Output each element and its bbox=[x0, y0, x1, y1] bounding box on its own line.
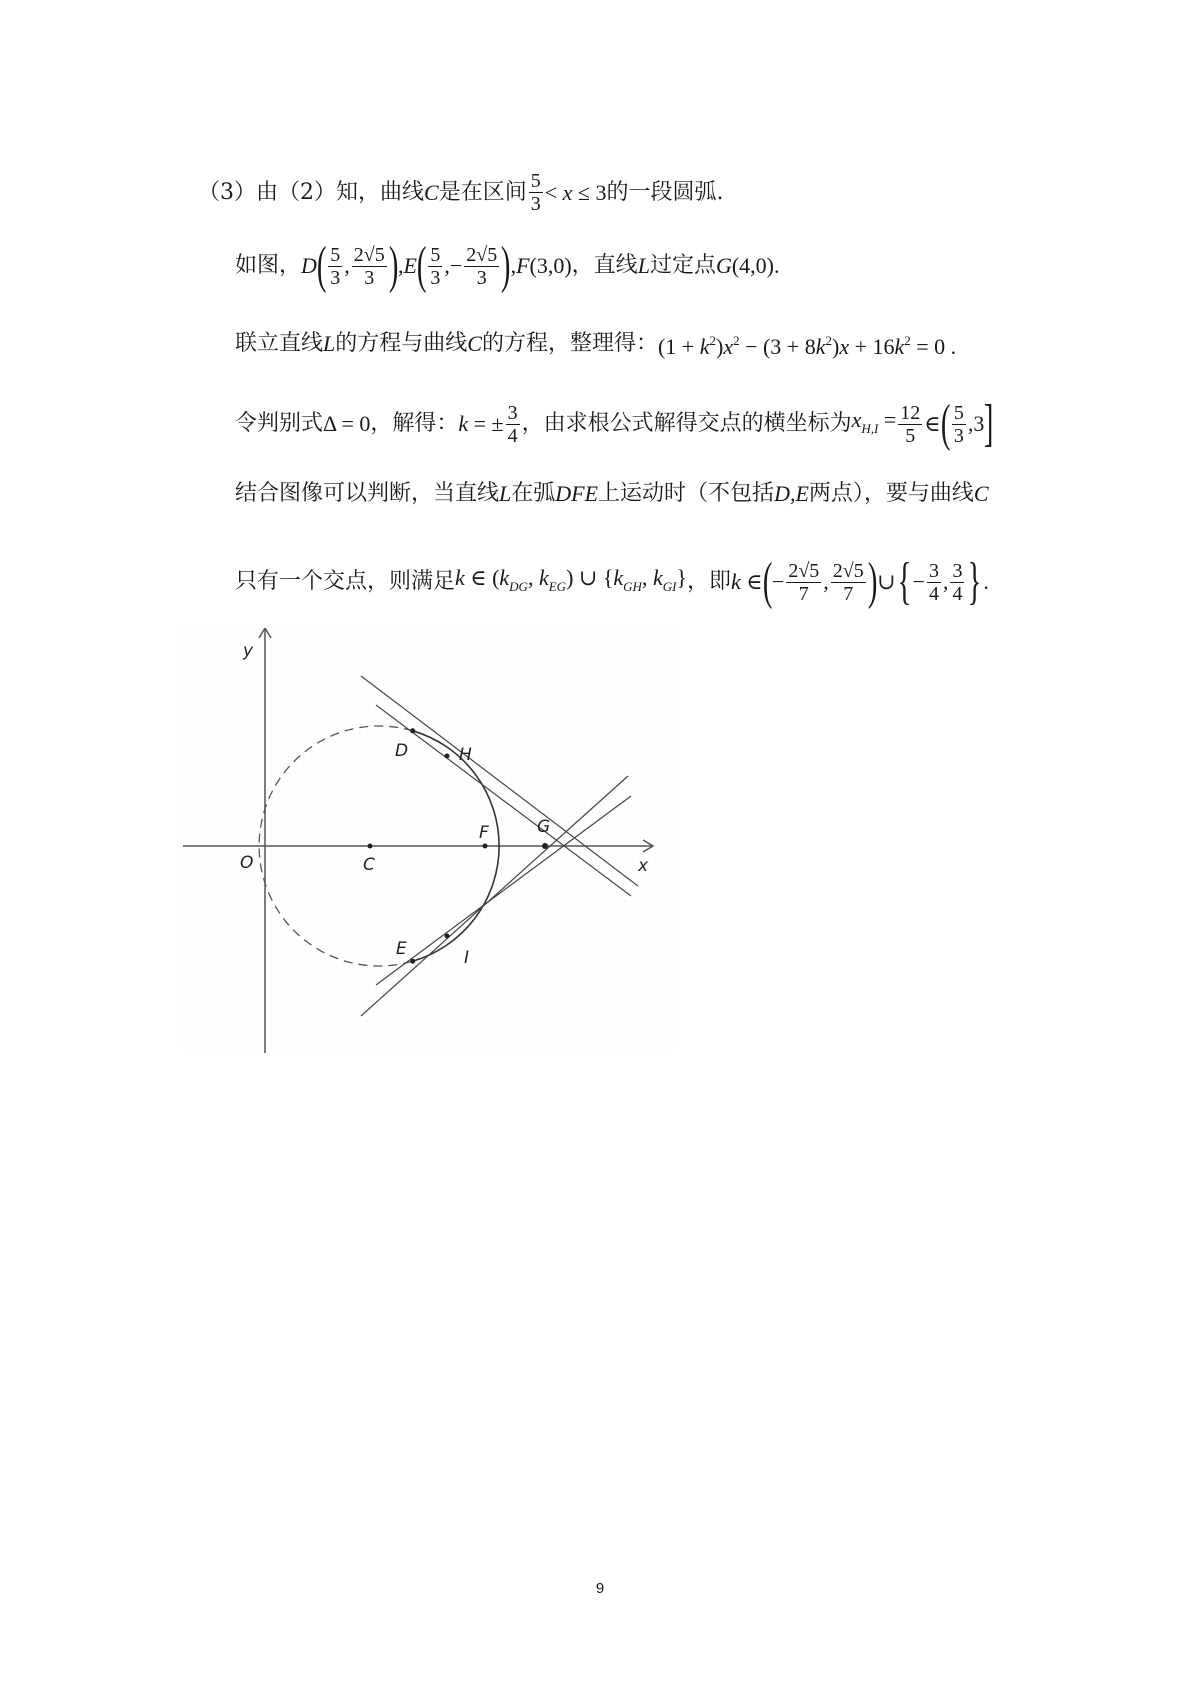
label-x: x bbox=[638, 856, 649, 876]
frac: $\frac{3}{4}$ bbox=[507, 401, 518, 447]
solution-line-6: 只有一个交点，则满足 k ∈ ($k_{DG}$, $k_{EG}$) ∪ {$k_{GH}$, $k_{GI}$} ，即 k ∈ ( − $\frac{2√5}{7}$ , $\frac{2√5}{7}$ ) ∪ { − $\frac{3}{4}$ , $\frac{3}{4}$ } . bbox=[235, 553, 989, 610]
text: 只有一个交点，则满足 bbox=[235, 569, 456, 594]
text: ，直线 bbox=[571, 253, 638, 278]
text: 上运动时（不包括 bbox=[598, 481, 775, 506]
text: 如图， bbox=[235, 253, 302, 278]
frac: $\frac{3}{4}$ bbox=[952, 559, 963, 605]
circle-tangent-figure bbox=[183, 628, 673, 1053]
frac: $\frac{2√5}{7}$ bbox=[788, 559, 820, 605]
grid-background bbox=[183, 628, 673, 1053]
frac-5-3: $\frac{5}{3}$ bbox=[530, 170, 541, 215]
label-E: E bbox=[396, 939, 407, 959]
text: （3）由（2）知，曲线 bbox=[198, 179, 424, 205]
label-y: y bbox=[243, 641, 254, 661]
page-number: 9 bbox=[595, 1580, 605, 1597]
math-interval: < x ≤ 3 bbox=[544, 179, 607, 205]
frac: $\frac{5}{3}$ bbox=[330, 243, 341, 289]
point-I bbox=[445, 934, 450, 939]
frac: $\frac{12}{5}$ bbox=[900, 401, 921, 447]
point-G bbox=[542, 843, 548, 849]
solution-line-1 bbox=[198, 170, 723, 215]
text: 结合图像可以判断，当直线 bbox=[235, 481, 500, 506]
math-D: D bbox=[301, 253, 317, 278]
text: 令判别式 bbox=[235, 411, 324, 436]
text: 两点），要与曲线 bbox=[808, 481, 974, 506]
label-G: G bbox=[537, 817, 551, 837]
solution-line-2: 如图， D ( $\frac{5}{3}$ , $\frac{2√5}{3}$ ) , E ( $\frac{5}{3}$ ,− $\frac{2√5}{3}$ ) , F (3,0) ，直线 L 过定点 G (4,0). bbox=[235, 237, 780, 294]
point-D bbox=[410, 728, 415, 733]
text: ，即 bbox=[686, 569, 731, 594]
point-H bbox=[445, 754, 450, 759]
label-C: C bbox=[363, 855, 375, 875]
frac: $\frac{5}{3}$ bbox=[430, 243, 441, 289]
text: 在弧 bbox=[511, 481, 556, 506]
solution-line-3: 联立直线 L 的方程与曲线 C 的方程，整理得： $(1 + k^2)x^2 - (3 + 8k^2)x + 16k^2 = 0$ . bbox=[235, 326, 956, 362]
text: 的方程，整理得： bbox=[481, 331, 658, 356]
point-E bbox=[410, 959, 415, 964]
text: 的一段圆弧. bbox=[606, 179, 724, 205]
frac: $\frac{5}{3}$ bbox=[953, 401, 964, 447]
label-H: H bbox=[459, 745, 472, 765]
solution-line-5: 结合图像可以判断，当直线 L 在弧 DFE 上运动时（不包括 D,E 两点），要与曲线 C bbox=[235, 479, 989, 509]
point-C bbox=[368, 844, 373, 849]
text: 联立直线 bbox=[235, 331, 324, 356]
text: 是在区间 bbox=[438, 179, 527, 205]
label-I: I bbox=[464, 948, 470, 968]
frac: $\frac{2√5}{3}$ bbox=[353, 243, 385, 289]
text: 过定点 bbox=[649, 253, 716, 278]
frac: $\frac{2√5}{7}$ bbox=[832, 559, 864, 605]
math-equation: $(1 + k^2)x^2 - (3 + 8k^2)x + 16k^2 = 0$ . bbox=[657, 333, 957, 359]
solution-line-4: 令判别式 Δ = 0 ，解得： k = ± $\frac{3}{4}$ ，由求根公式解得交点的横坐标为 $x_{H,I}$ = $\frac{12}{5}$ ∈ ( $\frac{5}{3}$ ,3 ] bbox=[235, 395, 994, 452]
text: 的方程与曲线 bbox=[335, 331, 468, 356]
label-D: D bbox=[395, 741, 409, 761]
math-C: C bbox=[424, 179, 439, 205]
text: ，解得： bbox=[370, 411, 459, 436]
point-F bbox=[483, 844, 488, 849]
text: ，由求根公式解得交点的横坐标为 bbox=[521, 411, 852, 436]
frac: $\frac{2√5}{3}$ bbox=[466, 243, 498, 289]
label-F: F bbox=[479, 823, 489, 843]
label-O: O bbox=[240, 853, 254, 873]
frac: $\frac{3}{4}$ bbox=[928, 559, 939, 605]
